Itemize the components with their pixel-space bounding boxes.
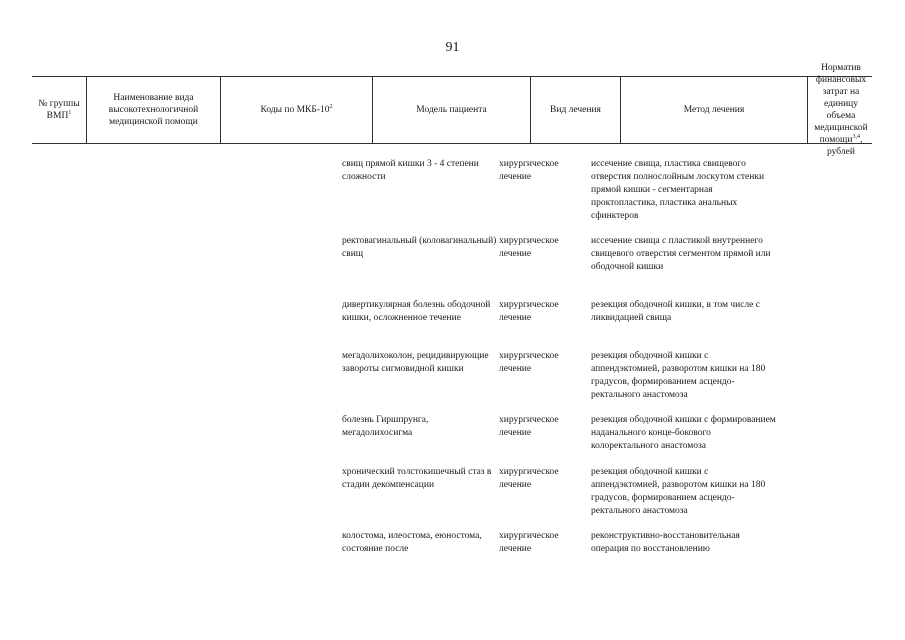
header-group-text: № группы ВМП <box>38 99 80 121</box>
treatment-method-cell: реконструктивно-восстановительная операция по восстановлению <box>591 531 740 554</box>
patient-model-cell: мегадолихоколон, рецидивирующие завороты сигмовидной кишки <box>342 351 489 374</box>
treatment-type-cell: хирургическое лечение <box>499 415 559 438</box>
treatment-method-cell: резекция ободочной кишки с аппендэктомией, разворотом кишки на 180 градусов, формированием асцендо-ректального анастомоза <box>591 351 766 400</box>
patient-model-cell: колостома, илеостома, еюностома, состояние после <box>342 531 482 554</box>
header-codes-footnote: 2 <box>329 103 333 110</box>
patient-model-cell: дивертикулярная болезнь ободочной кишки, осложненное течение <box>342 300 491 323</box>
treatment-method-cell: резекция ободочной кишки с аппендэктомией, разворотом кишки на 180 градусов, формированием асцендо-ректального анастомоза <box>591 467 766 516</box>
patient-model-cell: хронический толстокишечный стаз в стадии декомпенсации <box>342 467 492 490</box>
header-patient-model: Модель пациента <box>416 105 487 115</box>
patient-model-cell: ректовагинальный (коловагинальный) свищ <box>342 236 497 259</box>
treatment-method-cell: иссечение свища с пластикой внутреннего свищевого отверстия сегментом прямой или ободочной кишки <box>591 236 771 272</box>
header-codes-text: Коды по МКБ-10 <box>260 105 330 115</box>
header-care-type: Наименование вида высокотехнологичной медицинской помощи <box>108 93 199 127</box>
header-group-footnote: 1 <box>68 109 72 116</box>
treatment-type-cell: хирургическое лечение <box>499 159 559 182</box>
treatment-type-cell: хирургическое лечение <box>499 531 559 554</box>
header-norm-suffix: , рублей <box>827 135 863 157</box>
page-number: 91 <box>445 40 460 55</box>
treatment-type-cell: хирургическое лечение <box>499 351 559 374</box>
header-cost-norm <box>808 63 872 157</box>
header-norm-text: Норматив финансовых затрат на единицу объема медицинской помощи <box>814 63 868 145</box>
header-treatment-type: Вид лечения <box>550 105 601 115</box>
patient-model-cell: свищ прямой кишки 3 - 4 степени сложности <box>342 159 479 182</box>
patient-model-cell: болезнь Гиршпрунга, мегадолихосигма <box>342 415 429 438</box>
header-treatment-method: Метод лечения <box>683 105 745 115</box>
treatment-type-cell: хирургическое лечение <box>499 236 559 259</box>
treatment-method-cell: резекция ободочной кишки, в том числе с ликвидацией свища <box>591 300 760 323</box>
header-group-number <box>32 77 86 143</box>
treatment-method-cell: иссечение свища, пластика свищевого отверстия полнослойным лоскутом стенки прямой кишки - сегментарная проктопластика, пластика анальных сфинктеров <box>591 159 765 221</box>
header-norm-footnote: 3,4 <box>852 133 860 140</box>
header-icd-codes <box>221 77 372 143</box>
treatment-type-cell: хирургическое лечение <box>499 467 559 490</box>
table-header <box>32 63 872 157</box>
treatment-method-cell: резекция ободочной кишки с формированием наданального конце-бокового колоректального анастомоза <box>591 415 776 451</box>
treatment-type-cell: хирургическое лечение <box>499 300 559 323</box>
